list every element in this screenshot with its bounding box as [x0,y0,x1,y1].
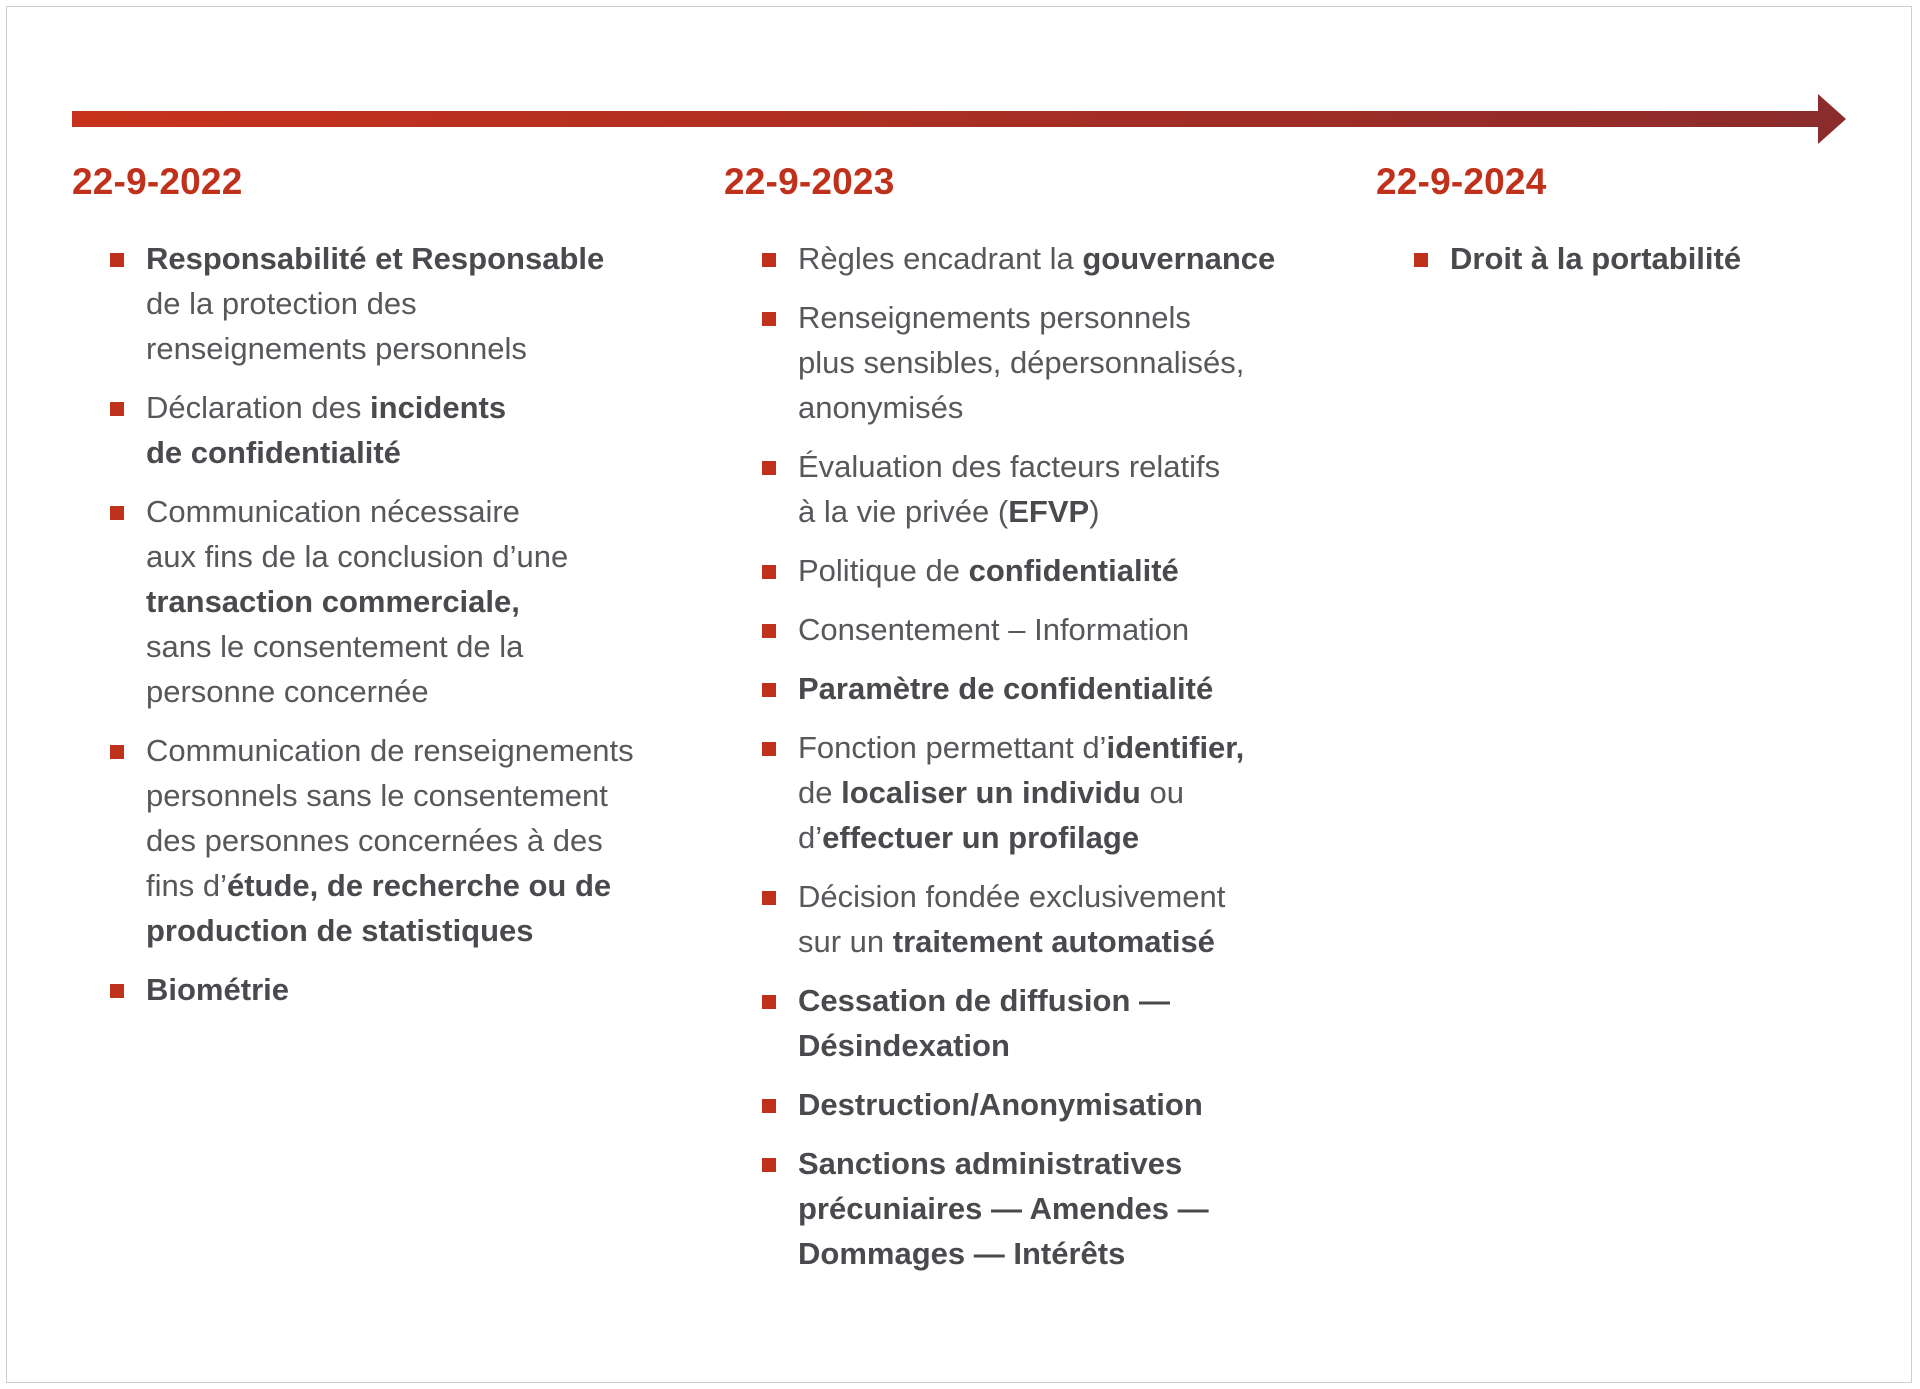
milestone-text-bold: Responsabilité et Responsable [146,241,605,276]
milestone-text-bold: Désindexation [798,1028,1010,1063]
square-bullet-icon [110,984,124,998]
milestone-text: sans le consentement de la [146,629,524,664]
milestone-text-bold: traitement automatisé [892,924,1215,959]
milestone-item [724,444,1344,534]
milestone-text: Déclaration des [146,390,371,425]
milestone-text-bold: étude, de recherche ou de [226,868,612,903]
milestone-text: ) [1089,494,1100,529]
milestone-text: Communication nécessaire [146,494,520,529]
square-bullet-icon [762,312,776,326]
milestone-text-bold: précuniaires — Amendes — [798,1191,1209,1226]
milestone-text: personne concernée [146,674,429,709]
square-bullet-icon [110,745,124,759]
milestone-text: personnels sans le consentement [146,778,608,813]
milestone-text: sur un [798,924,893,959]
milestone-text-bold: transaction commerciale, [146,584,520,619]
milestone-text-bold: incidents [370,390,507,425]
square-bullet-icon [762,1158,776,1172]
square-bullet-icon [762,891,776,905]
milestone-text-bold: de confidentialité [146,435,401,470]
milestone-text-bold: localiser un individu [841,775,1141,810]
timeline-date: 22-9-2022 [72,161,243,202]
milestone-text: Renseignements personnels [798,300,1191,335]
square-bullet-icon [762,742,776,756]
milestone-text-bold: Destruction/Anonymisation [798,1087,1203,1122]
square-bullet-icon [762,624,776,638]
milestone-text-bold: Biométrie [146,972,289,1007]
milestone-text: aux fins de la conclusion d’une [146,539,569,574]
square-bullet-icon [762,565,776,579]
milestone-list [72,236,692,1012]
milestone-item [724,978,1344,1068]
milestone-item [1376,236,1896,281]
milestone-text-bold: production de statistiques [146,913,534,948]
milestone-item [72,489,692,714]
milestone-text: Communication de renseignements [146,733,634,768]
milestone-item [72,728,692,953]
milestone-text: de [798,775,842,810]
milestone-text: Consentement – Information [798,612,1190,647]
timeline-date: 22-9-2023 [724,161,895,202]
milestone-text-bold: Paramètre de confidentialité [798,671,1214,706]
milestone-item [72,967,692,1012]
milestone-text-bold: Cessation de diffusion — [798,983,1171,1018]
square-bullet-icon [762,683,776,697]
milestone-item [724,666,1344,711]
milestone-text: renseignements personnels [146,331,527,366]
milestone-text-bold: effectuer un profilage [822,820,1140,855]
milestone-text: fins d’ [146,868,227,903]
timeline-arrow [0,0,1920,160]
milestone-list [724,236,1344,1276]
timeline-date: 22-9-2024 [1376,161,1547,202]
milestone-item [724,607,1344,652]
milestone-text: de la protection des [146,286,417,321]
square-bullet-icon [110,253,124,267]
milestone-text: des personnes concernées à des [146,823,603,858]
square-bullet-icon [1414,253,1428,267]
milestone-text-bold: Sanctions administratives [798,1146,1183,1181]
milestone-list [1376,236,1896,281]
milestone-text: plus sensibles, dépersonnalisés, [798,345,1245,380]
milestone-item [724,548,1344,593]
timeline-arrow-head [1818,94,1846,144]
milestone-item [724,236,1344,281]
square-bullet-icon [110,402,124,416]
square-bullet-icon [762,461,776,475]
square-bullet-icon [762,1099,776,1113]
milestone-text: ou [1140,775,1184,810]
milestone-item [724,725,1344,860]
milestone-text: d’ [798,820,823,855]
milestone-text-bold: EFVP [1008,494,1090,529]
milestone-text-bold: gouvernance [1082,241,1276,276]
square-bullet-icon [762,253,776,267]
milestone-text: Fonction permettant d’ [798,730,1107,765]
timeline-column-2023 [724,158,1344,1290]
square-bullet-icon [762,995,776,1009]
square-bullet-icon [110,506,124,520]
milestone-text: à la vie privée ( [798,494,1009,529]
milestone-item [724,874,1344,964]
milestone-item [724,1082,1344,1127]
timeline-column-2022 [72,158,692,1026]
milestone-item [72,236,692,371]
milestone-text-bold: Droit à la portabilité [1450,241,1742,276]
milestone-text: Évaluation des facteurs relatifs [798,449,1221,484]
timeline-column-2024 [1376,158,1896,295]
milestone-text-bold: Dommages — Intérêts [798,1236,1126,1271]
milestone-text: Politique de [798,553,969,588]
milestone-text: Décision fondée exclusivement [798,879,1226,914]
milestone-text-bold: confidentialité [968,553,1179,588]
milestone-item [724,295,1344,430]
milestone-text: Règles encadrant la [798,241,1083,276]
timeline-arrow-shaft [72,111,1824,127]
milestone-text-bold: identifier, [1106,730,1245,765]
milestone-item [72,385,692,475]
milestone-text: anonymisés [798,390,964,425]
milestone-item [724,1141,1344,1276]
